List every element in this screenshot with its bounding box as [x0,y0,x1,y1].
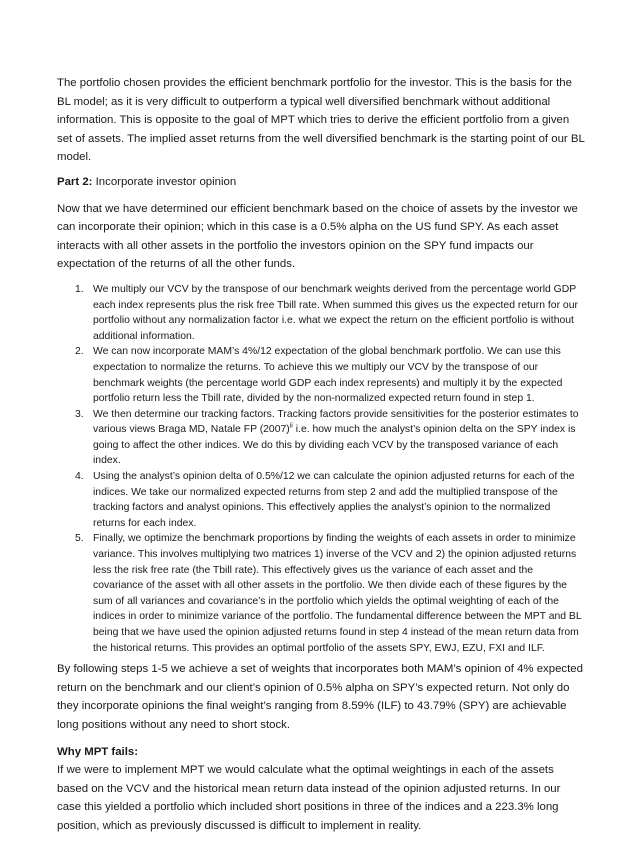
part2-paragraph: Now that we have determined our efficient benchmark based on the choice of assets by the investor we can incorporate their opinion; which in this case is a 0.5% alpha on the US fund SPY. As each asset interacts with all other assets in the portfolio the investors opinion on the SPY fund impacts our expectation of the returns of all the other funds. [57,202,578,271]
footnote-ref: ii [289,422,293,430]
list-item [57,469,585,531]
list-item [57,282,585,344]
part2-title: Incorporate investor opinion [92,175,237,188]
list-item [57,531,585,656]
intro-paragraph: The portfolio chosen provides the efficient benchmark portfolio for the investor. This is the basis for the BL model; as it is very difficult to outperform a typical well diversified benchmark without additional information. This is opposite to the goal of MPT which tries to derive the efficient portfolio from a given set of assets. The implied asset returns from the well diversified benchmark is the starting point of our BL model. [57,77,585,164]
summary-paragraph: By following steps 1-5 we achieve a set of weights that incorporates both MAM’s opinion of 4% expected return on the benchmark and our client’s opinion of 0.5% alpha on SPY’s expected return. Not only do they incorporate opinions the final weight’s ranging from 8.59% (ILF) to 43.79% (SPY) are achievable long positions without any need to short stock. [57,663,583,731]
why-mpt-heading: Why MPT fails: [57,745,139,758]
list-item [57,407,585,469]
document-page [57,74,585,844]
list-item-text-part: i.e. how much the analyst’s opinion delta on the SPY index is going to affect the other indices. We do this by dividing each VCV by the transposed variance of each index. [93,424,576,467]
list-item-text: Finally, we optimize the benchmark proportions by finding the weights of each assets in order to minimize variance. This involves multiplying two matrices 1) inverse of the VCV and 2) the opinion adjusted returns less the risk free rate (the Tbill rate). This effectively gives us the variance of each asset and the covariance of the asset with all other assets in the portfolio. We then divide each of these figures by the sum of all variances and covariance’s in the portfolio which yields the optimal weighting of each of the indices in order to minimize variance of the portfolio. The fundamental difference between the MPT and BL being that we have used the opinion adjusted returns found in step 4 instead of the mean return data from the historical returns. This provides an optimal portfolio of the assets SPY, EWJ, EZU, FXI and ILF. [93,533,582,654]
list-number: 5. [75,533,84,545]
list-item-text: We can now incorporate MAM’s 4%/12 expectation of the global benchmark portfolio. We can use this expectation to normalize the returns. To achieve this we multiply our VCV by the transpose of our benchmark weights (the percentage world GDP each index represents) and multiply it by the expected portfolio return less the Tbill rate, divided by the non-normalized expected return found in step 1. [93,346,563,405]
list-item-text-part: We then determine our tracking factors. Tracking factors provide sensitivities for the posterior estimates to various views Braga MD, Natale FP (2007) [93,408,579,436]
list-item-text: We multiply our VCV by the transpose of our benchmark weights derived from the percentage world GDP each index represents plus the risk free Tbill rate. When summed this gives us the expected return for our portfolio without any normalization factor i.e. what we expect the return on the efficient portfolio is without additional information. [93,283,578,342]
list-item [57,344,585,406]
list-number: 1. [75,283,84,295]
why-mpt-paragraph: If we were to implement MPT we would calculate what the optimal weightings in each of the assets based on the VCV and the historical mean return data instead of the opinion adjusted returns. In our case this yielded a portfolio which included short positions in three of the indices and a 223.3% long position, which as previously discussed is difficult to implement in reality. [57,764,561,832]
list-number: 4. [75,471,84,483]
steps-list [57,282,585,656]
list-number: 3. [75,408,84,420]
part2-label: Part 2: [57,175,93,188]
list-item-text: Using the analyst’s opinion delta of 0.5%/12 we can calculate the opinion adjusted returns for each of the indices. We take our normalized expected returns from step 2 and add the multiplied transpose of the tracking factors and analyst opinions. This effectively applies the analyst’s opinion to the normalized returns for each index. [93,471,575,529]
part2-heading [57,173,585,192]
list-number: 2. [75,346,84,358]
list-item-text [93,409,579,467]
